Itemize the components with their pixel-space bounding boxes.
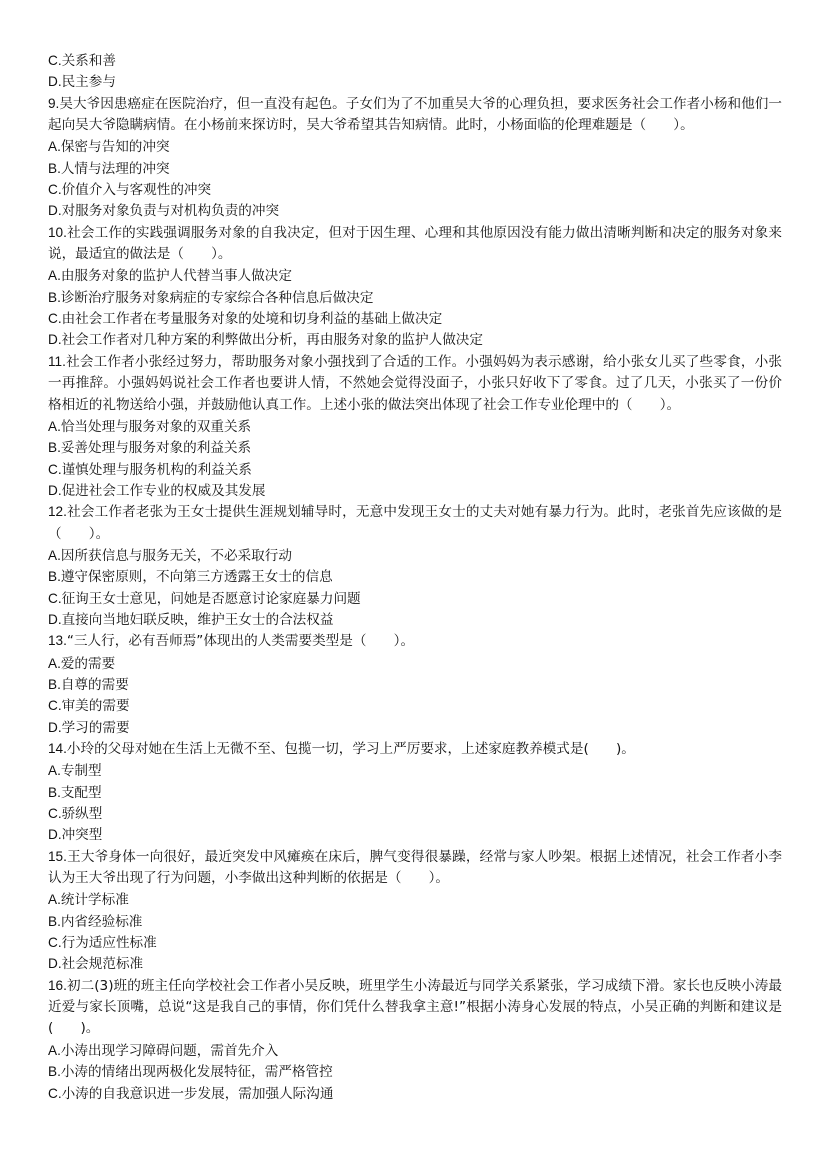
question-10-stem: 10.社会工作的实践强调服务对象的自我决定，但对于因生理、心理和其他原因没有能力做出清晰判断和决定的服务对象来说，最适宜的做法是（ ）。 — [48, 224, 782, 263]
question-13-option-b: B.自尊的需要 — [48, 676, 129, 693]
question-9-option-b: B.人情与法理的冲突 — [48, 160, 170, 177]
question-12-option-d: D.直接向当地妇联反映，维护王女士的合法权益 — [48, 611, 334, 628]
question-14-stem: 14.小玲的父母对她在生活上无微不至、包揽一切，学习上严厉要求，上述家庭教养模式是( )。 — [48, 741, 635, 757]
question-11-option-b: B.妥善处理与服务对象的利益关系 — [48, 440, 252, 457]
question-10-option-b: B.诊断治疗服务对象病症的专家综合各种信息后做决定 — [48, 289, 374, 306]
exam-document — [48, 50, 782, 1104]
question-15-stem: 15.王大爷身体一向很好，最近突发中风瘫痪在床后，脾气变得很暴躁，经常与家人吵架。根据上述情况，社会工作者小李认为王大爷出现了行为问题，小李做出这种判断的依据是（ ）。 — [48, 848, 782, 887]
question-16-option-c: C.小涛的自我意识进一步发展，需加强人际沟通 — [48, 1085, 334, 1102]
option-c-prev: C.关系和善 — [48, 53, 116, 69]
question-11-option-d: D.促进社会工作专业的权威及其发展 — [48, 482, 266, 499]
question-16-option-b: B.小涛的情绪出现两极化发展特征，需严格管控 — [48, 1064, 333, 1081]
question-10-option-c: C.由社会工作者在考量服务对象的处境和切身利益的基础上做决定 — [48, 311, 443, 328]
question-9-option-c: C.价值介入与客观性的冲突 — [48, 182, 212, 199]
question-15-option-b: B.内省经验标准 — [48, 913, 143, 930]
question-14-option-d: D.冲突型 — [48, 827, 103, 844]
question-15-option-a: A.统计学标准 — [48, 892, 129, 909]
question-15-option-d: D.社会规范标准 — [48, 956, 144, 973]
question-11-option-a: A.恰当处理与服务对象的双重关系 — [48, 418, 252, 435]
question-14-option-b: B.支配型 — [48, 784, 102, 801]
question-9-option-a: A.保密与告知的冲突 — [48, 139, 170, 156]
question-9-stem: 9.吴大爷因患癌症在医院治疗，但一直没有起色。子女们为了不加重吴大爷的心理负担，要求医务社会工作者小杨和他们一起向吴大爷隐瞒病情。在小杨前来探访时，吴大爷希望其告知病情。此时，小杨面临的伦理难题是（ ）。 — [48, 95, 782, 134]
question-11-stem: 11.社会工作者小张经过努力，帮助服务对象小强找到了合适的工作。小强妈妈为表示感谢，给小张女儿买了些零食，小张一再推辞。小强妈妈说社会工作者也要讲人情，不然她会觉得没面子，小张只好收下了零食。过了几天，小张买了一份价格相近的礼物送给小强，并鼓励他认真工作。上述小张的做法突出体现了社会工作专业伦理中的（ ）。 — [48, 353, 782, 413]
question-11-option-c: C.谨慎处理与服务机构的利益关系 — [48, 461, 252, 478]
question-14-option-a: A.专制型 — [48, 763, 102, 780]
question-13-option-d: D.学习的需要 — [48, 719, 130, 736]
question-12-option-a: A.因所获信息与服务无关，不必采取行动 — [48, 547, 292, 564]
question-13-option-a: A.爱的需要 — [48, 655, 116, 672]
question-10-option-a: A.由服务对象的监护人代替当事人做决定 — [48, 268, 292, 285]
question-13-stem: 13.“三人行，必有吾师焉”体现出的人类需要类型是（ ）。 — [48, 633, 415, 650]
question-10-option-d: D.社会工作者对几种方案的利弊做出分析，再由服务对象的监护人做决定 — [48, 332, 483, 349]
question-9-option-d: D.对服务对象负责与对机构负责的冲突 — [48, 203, 280, 220]
question-16-option-a: A.小涛出现学习障碍问题，需首先介入 — [48, 1042, 279, 1059]
option-d-prev: D.民主参与 — [48, 74, 116, 91]
question-15-option-c: C.行为适应性标准 — [48, 935, 157, 952]
question-16-stem: 16.初二(3)班的班主任向学校社会工作者小吴反映，班里学生小涛最近与同学关系紧张，学习成绩下滑。家长也反映小涛最近爱与家长顶嘴，总说“这是我自己的事情，你们凭什么替我拿主意!”根据小涛身心发展的特点，小吴正确的判断和建议是( )。 — [48, 977, 782, 1037]
question-14-option-c: C.骄纵型 — [48, 806, 103, 823]
question-13-option-c: C.审美的需要 — [48, 698, 130, 715]
question-12-option-b: B.遵守保密原则，不向第三方透露王女士的信息 — [48, 569, 333, 586]
question-12-option-c: C.征询王女士意见，问她是否愿意讨论家庭暴力问题 — [48, 590, 361, 607]
question-12-stem: 12.社会工作者老张为王女士提供生涯规划辅导时，无意中发现王女士的丈夫对她有暴力行为。此时，老张首先应该做的是（ ）。 — [48, 504, 782, 542]
